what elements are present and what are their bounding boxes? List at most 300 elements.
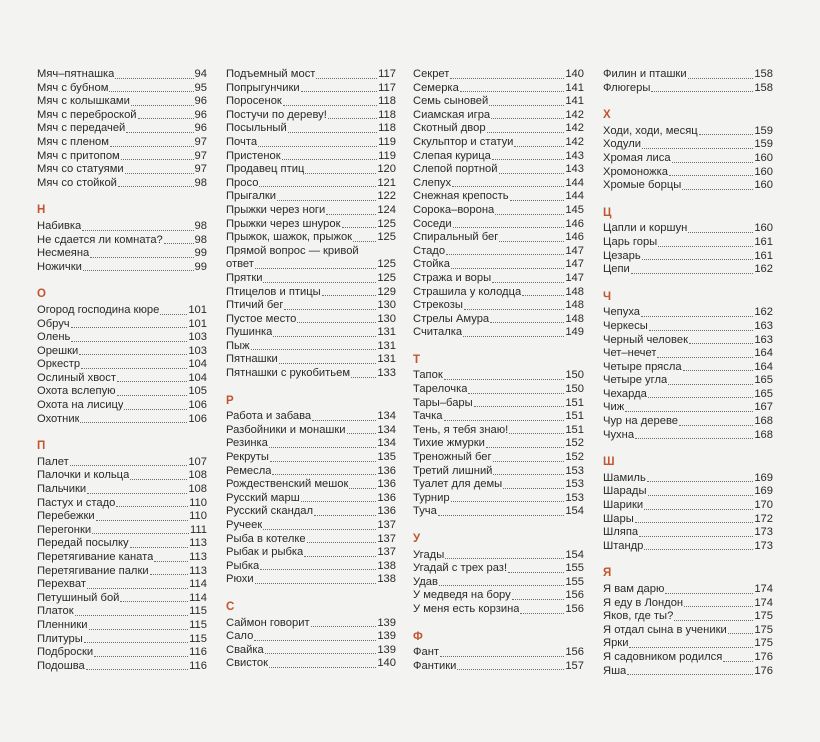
- index-entry-title: Рыбка: [226, 559, 260, 572]
- index-entry-title: Тары–бары: [413, 396, 473, 409]
- section-letter: Т: [413, 353, 421, 366]
- index-entry: [226, 68, 396, 82]
- dot-leader: [304, 556, 376, 557]
- index-entry: [226, 286, 396, 300]
- index-entry: [226, 340, 396, 354]
- page-number: 154: [565, 505, 584, 518]
- index-entry: [37, 551, 207, 565]
- page-number: 111: [189, 523, 207, 536]
- index-entry: [603, 499, 773, 513]
- index-entry-title: Свисток: [226, 657, 268, 670]
- page-number: 162: [754, 306, 773, 319]
- index-entry-title: Попрыгунчики: [226, 81, 300, 94]
- section-letter: Ш: [603, 456, 615, 469]
- dot-leader: [669, 175, 753, 176]
- index-entry: [413, 646, 584, 660]
- index-entry: [226, 299, 396, 313]
- index-entry: [603, 665, 773, 679]
- page-number: 159: [754, 138, 773, 151]
- page-number: 104: [188, 371, 207, 384]
- index-section: [226, 395, 396, 587]
- index-entry: [413, 245, 584, 259]
- dot-leader: [79, 354, 187, 355]
- index-entry-title: Палет: [37, 455, 69, 468]
- index-entry-title: Слепух: [413, 176, 452, 189]
- dot-leader: [682, 189, 753, 190]
- dot-leader: [251, 349, 377, 350]
- page-number: 151: [565, 423, 584, 436]
- index-section: [413, 68, 584, 340]
- dot-leader: [510, 200, 565, 201]
- index-entry: [226, 204, 396, 218]
- section-letter: Х: [603, 109, 611, 122]
- dot-leader: [117, 381, 187, 382]
- index-entry: [413, 231, 584, 245]
- dot-leader: [493, 461, 565, 462]
- page-number: 146: [565, 231, 584, 244]
- index-entry-title: Цезарь: [603, 249, 641, 262]
- page-number: 168: [754, 428, 773, 441]
- dot-leader: [635, 438, 753, 439]
- page-number: 105: [188, 385, 207, 398]
- dot-leader: [631, 273, 754, 274]
- index-entry-title: Перегонки: [37, 523, 92, 536]
- dot-leader: [453, 227, 565, 228]
- page-number: 169: [754, 485, 773, 498]
- index-entry: [226, 177, 396, 191]
- dot-leader: [164, 243, 194, 244]
- page-number: 101: [188, 303, 207, 316]
- dot-leader: [641, 316, 753, 317]
- index-entry: [226, 136, 396, 150]
- index-entry: [226, 478, 396, 492]
- dot-leader: [314, 515, 376, 516]
- index-column-4: [603, 68, 773, 678]
- index-entry-title: Сорока–ворона: [413, 203, 495, 216]
- index-entry: [37, 136, 207, 150]
- page-number: 120: [377, 163, 396, 176]
- index-column-1: [37, 68, 207, 673]
- index-entry-title: Шляпа: [603, 526, 639, 539]
- page-number: 103: [188, 344, 207, 357]
- index-entry-title: Чехарда: [603, 387, 647, 400]
- index-entry: [413, 660, 584, 674]
- page-number: 175: [754, 623, 773, 636]
- index-entry-title: Подошва: [37, 659, 85, 672]
- dot-leader: [92, 533, 189, 534]
- dot-leader: [457, 669, 564, 670]
- index-entry: [413, 326, 584, 340]
- index-entry: [603, 82, 773, 96]
- index-entry-title: Угады: [413, 548, 445, 561]
- dot-leader: [452, 186, 564, 187]
- dot-leader: [279, 363, 377, 364]
- dot-leader: [491, 118, 564, 119]
- index-entry: [37, 68, 207, 82]
- index-entry-title: Набивка: [37, 219, 82, 232]
- dot-leader: [688, 232, 753, 233]
- dot-leader: [451, 268, 564, 269]
- index-entry: [413, 286, 584, 300]
- index-entry: [413, 549, 584, 563]
- index-entry: [413, 218, 584, 232]
- index-section: [413, 631, 584, 674]
- index-entry-title: Пленники: [37, 618, 88, 631]
- dot-leader: [121, 159, 194, 160]
- page-number: 153: [565, 491, 584, 504]
- page-number: 162: [754, 263, 773, 276]
- index-entry-title: Шарики: [603, 499, 644, 512]
- page-number: 96: [194, 108, 207, 121]
- page-number: 156: [565, 589, 584, 602]
- page-number: 129: [377, 285, 396, 298]
- index-entry: [37, 109, 207, 123]
- section-letter: Ц: [603, 206, 612, 219]
- page-number: 138: [377, 573, 396, 586]
- index-entry: [226, 313, 396, 327]
- page-number: 144: [565, 176, 584, 189]
- dot-leader: [450, 78, 564, 79]
- index-entry: [226, 95, 396, 109]
- page-number: 147: [565, 271, 584, 284]
- index-entry-title: Туча: [413, 505, 437, 518]
- index-entry: [226, 644, 396, 658]
- index-entry: [603, 401, 773, 415]
- page-number: 142: [565, 135, 584, 148]
- dot-leader: [487, 132, 565, 133]
- page-number: 99: [194, 260, 207, 273]
- dot-leader: [699, 134, 754, 135]
- index-entry: [603, 637, 773, 651]
- dot-leader: [642, 259, 754, 260]
- index-entry: [37, 372, 207, 386]
- index-entry-title: Олень: [37, 331, 71, 344]
- index-entry: [37, 578, 207, 592]
- dot-leader: [283, 105, 377, 106]
- dot-leader: [83, 270, 194, 271]
- index-section: [37, 204, 207, 274]
- index-entry-title: Чухна: [603, 428, 635, 441]
- page-number: 95: [194, 81, 207, 94]
- page-number: 140: [377, 657, 396, 670]
- index-entry-title: Русский скандал: [226, 505, 314, 518]
- index-entry: [37, 304, 207, 318]
- index-entry: [226, 410, 396, 424]
- dot-leader: [460, 91, 565, 92]
- page-number: 142: [565, 122, 584, 135]
- page-number: 97: [194, 149, 207, 162]
- index-entry: [37, 345, 207, 359]
- index-entry-title: Сало: [226, 630, 254, 643]
- page-number: 136: [377, 491, 396, 504]
- dot-leader: [688, 78, 754, 79]
- index-entry: [226, 505, 396, 519]
- page-number: 173: [754, 526, 773, 539]
- dot-leader: [349, 488, 376, 489]
- page-number: 134: [377, 423, 396, 436]
- dot-leader: [84, 642, 188, 643]
- page-number: 125: [377, 271, 396, 284]
- dot-leader: [503, 488, 564, 489]
- page-number: 98: [194, 176, 207, 189]
- dot-leader: [272, 474, 376, 475]
- dot-leader: [90, 257, 193, 258]
- page-number: 139: [377, 616, 396, 629]
- index-entry: [413, 576, 584, 590]
- dot-leader: [648, 397, 753, 398]
- dot-leader: [658, 246, 753, 247]
- index-entry-title: Плитуры: [37, 632, 83, 645]
- index-entry: [37, 82, 207, 96]
- index-entry-title: Не сдается ли комната?: [37, 233, 163, 246]
- dot-leader: [474, 406, 565, 407]
- dot-leader: [255, 583, 377, 584]
- page-number: 146: [565, 217, 584, 230]
- index-entry-title: Работа и забава: [226, 410, 312, 423]
- page-number: 118: [378, 122, 396, 135]
- index-entry-title: Постучи по дереву!: [226, 108, 327, 121]
- dot-leader: [160, 314, 187, 315]
- index-entry-title: Удав: [413, 575, 438, 588]
- dot-leader: [316, 78, 377, 79]
- page-number: 97: [194, 163, 207, 176]
- index-entry: [37, 163, 207, 177]
- index-section: [37, 440, 207, 673]
- index-entry: [603, 513, 773, 527]
- index-entry-title: Ослиный хвост: [37, 371, 117, 384]
- index-entry-title: Птичий бег: [226, 299, 284, 312]
- index-entry-title: Резинка: [226, 437, 268, 450]
- index-entry: [603, 152, 773, 166]
- dot-leader: [326, 214, 376, 215]
- page-number: 148: [565, 312, 584, 325]
- page-number: 141: [565, 81, 584, 94]
- index-section: [603, 456, 773, 553]
- dot-leader: [265, 653, 377, 654]
- dot-leader: [463, 336, 564, 337]
- index-entry: [226, 492, 396, 506]
- page-number: 113: [189, 537, 207, 550]
- index-entry-title: Я вам дарю: [603, 583, 665, 595]
- index-entry-title: Мяч с переброской: [37, 108, 137, 121]
- dot-leader: [642, 148, 753, 149]
- page-number: 115: [189, 632, 207, 645]
- page-number: 121: [377, 176, 396, 189]
- dot-leader: [131, 105, 194, 106]
- index-entry: [226, 82, 396, 96]
- index-entry: [37, 633, 207, 647]
- index-entry: [37, 537, 207, 551]
- page-number: 151: [565, 410, 584, 423]
- page-number: 98: [194, 233, 207, 246]
- dot-leader: [154, 561, 188, 562]
- page-number: 115: [189, 618, 207, 631]
- index-entry: [603, 250, 773, 264]
- index-entry-title: Я садовником родился: [603, 650, 723, 663]
- index-entry-title: Четыре прясла: [603, 360, 682, 373]
- page-number: 163: [754, 319, 773, 332]
- dot-leader: [489, 105, 564, 106]
- index-entry: [603, 236, 773, 250]
- section-letter: У: [413, 533, 421, 545]
- index-entry-title: Пушинка: [226, 326, 273, 339]
- dot-leader: [444, 420, 565, 421]
- index-entry-title: Цепи: [603, 263, 630, 276]
- dot-leader: [508, 572, 564, 573]
- index-entry: [37, 524, 207, 538]
- dot-leader: [445, 558, 564, 559]
- index-entry: [226, 451, 396, 465]
- index-entry-title: Соседи: [413, 217, 452, 230]
- index-entry: [413, 603, 584, 617]
- dot-leader: [665, 593, 753, 594]
- dot-leader: [96, 520, 189, 521]
- page-number: 169: [754, 471, 773, 484]
- dot-leader: [444, 379, 565, 380]
- page-number: 165: [754, 387, 773, 400]
- index-entry-title: Прятки: [226, 271, 263, 284]
- dot-leader: [116, 506, 188, 507]
- dot-leader: [657, 357, 753, 358]
- index-entry: [603, 222, 773, 236]
- page-number: 142: [565, 108, 584, 121]
- index-entry: [603, 651, 773, 665]
- dot-leader: [347, 433, 377, 434]
- index-entry-title: Яков, где ты?: [603, 610, 674, 623]
- index-entry-title: Огород господина кюре: [37, 303, 160, 316]
- page-number: 161: [754, 249, 773, 262]
- index-entry: [37, 399, 207, 413]
- page-number: 175: [754, 610, 773, 623]
- page-number: 108: [188, 469, 207, 482]
- index-entry: [413, 258, 584, 272]
- section-letter: Я: [603, 567, 612, 580]
- index-entry-title: Мяч с колышками: [37, 95, 130, 108]
- dot-leader: [117, 395, 188, 396]
- index-column-3: [413, 68, 584, 673]
- index-entry-title: Орешки: [37, 344, 79, 357]
- dot-leader: [80, 422, 187, 423]
- section-letter: Н: [37, 204, 46, 217]
- dot-leader: [635, 522, 754, 523]
- index-entry-title: Спиральный бег: [413, 231, 499, 244]
- index-section: [603, 291, 773, 443]
- dot-leader: [520, 613, 564, 614]
- dot-leader: [75, 615, 188, 616]
- page-number: 119: [378, 149, 396, 162]
- index-entry: [413, 383, 584, 397]
- dot-leader: [440, 656, 564, 657]
- index-section: [413, 533, 584, 617]
- page-number: 134: [377, 437, 396, 450]
- page-number: 160: [754, 179, 773, 192]
- index-entry-title: Угадай с трех раз!: [413, 562, 508, 575]
- index-entry-title: Прыжок, шажок, прыжок: [226, 231, 353, 244]
- index-entry: [37, 318, 207, 332]
- index-entry-title: Перетягивание палки: [37, 564, 149, 577]
- index-entry: [603, 166, 773, 180]
- index-entry: [37, 605, 207, 619]
- index-entry: [603, 597, 773, 611]
- index-entry-title: Пятнашки с рукобитьем: [226, 367, 351, 380]
- dot-leader: [644, 509, 753, 510]
- dot-leader: [110, 146, 194, 147]
- index-entry-title: Разбойники и монашки: [226, 423, 346, 436]
- index-entry-title: Снежная крепость: [413, 190, 509, 203]
- index-entry-title: Шамиль: [603, 471, 646, 484]
- index-entry: [603, 472, 773, 486]
- index-entry-title: Почта: [226, 135, 258, 148]
- page-number: 139: [377, 630, 396, 643]
- index-entry: [603, 429, 773, 443]
- dot-leader: [629, 647, 753, 648]
- dot-leader: [126, 132, 193, 133]
- dot-leader: [311, 626, 377, 627]
- page-number: 143: [565, 163, 584, 176]
- page-number: 151: [565, 396, 584, 409]
- index-entry: [413, 492, 584, 506]
- index-entry-title: Ходули: [603, 138, 641, 151]
- dot-leader: [490, 322, 564, 323]
- index-entry-title: Мяч со статуями: [37, 163, 124, 176]
- index-entry-title: Посыльный: [226, 122, 287, 135]
- index-entry: [413, 272, 584, 286]
- page-number: 137: [377, 532, 396, 545]
- index-entry-title: Я еду в Лондон: [603, 596, 684, 609]
- index-entry: [37, 619, 207, 633]
- dot-leader: [438, 515, 564, 516]
- page-number: 135: [377, 451, 396, 464]
- page-number: 136: [377, 464, 396, 477]
- index-entry-title: Птицелов и птицы: [226, 285, 321, 298]
- index-entry-title: Рождественский мешок: [226, 478, 349, 491]
- page-number: 149: [565, 326, 584, 339]
- index-entry-title: Семерка: [413, 81, 459, 94]
- index-entry-title: Рекруты: [226, 451, 269, 464]
- dot-leader: [269, 447, 376, 448]
- dot-leader: [351, 377, 376, 378]
- index-entry: [603, 415, 773, 429]
- index-entry-title: Ручеек: [226, 519, 263, 531]
- page-number: 155: [565, 562, 584, 575]
- index-entry-title: Секрет: [413, 68, 450, 80]
- index-entry-title: Подъемный мост: [226, 68, 316, 80]
- dot-leader: [514, 146, 564, 147]
- index-entry: [603, 540, 773, 554]
- index-entry-title: Ходи, ходи, месяц: [603, 124, 698, 137]
- index-entry-title: Прыжки через шнурок: [226, 217, 341, 230]
- index-entry: [603, 485, 773, 499]
- page-number: 110: [189, 496, 207, 509]
- index-entry: [226, 353, 396, 367]
- page-number: 118: [378, 108, 396, 121]
- dot-leader: [495, 214, 564, 215]
- index-entry: [603, 334, 773, 348]
- index-entry-title: Палочки и кольца: [37, 469, 130, 482]
- page-number: 119: [378, 135, 396, 148]
- page-number: 114: [189, 578, 207, 591]
- page-number: 136: [377, 505, 396, 518]
- page-number: 145: [565, 203, 584, 216]
- page-number: 167: [754, 401, 773, 414]
- dot-leader: [269, 667, 376, 668]
- index-section: [603, 207, 773, 277]
- page-number: 97: [194, 135, 207, 148]
- dot-leader: [89, 629, 189, 630]
- page-number: 172: [754, 512, 773, 525]
- index-entry: [413, 505, 584, 519]
- section-letter: П: [37, 440, 46, 453]
